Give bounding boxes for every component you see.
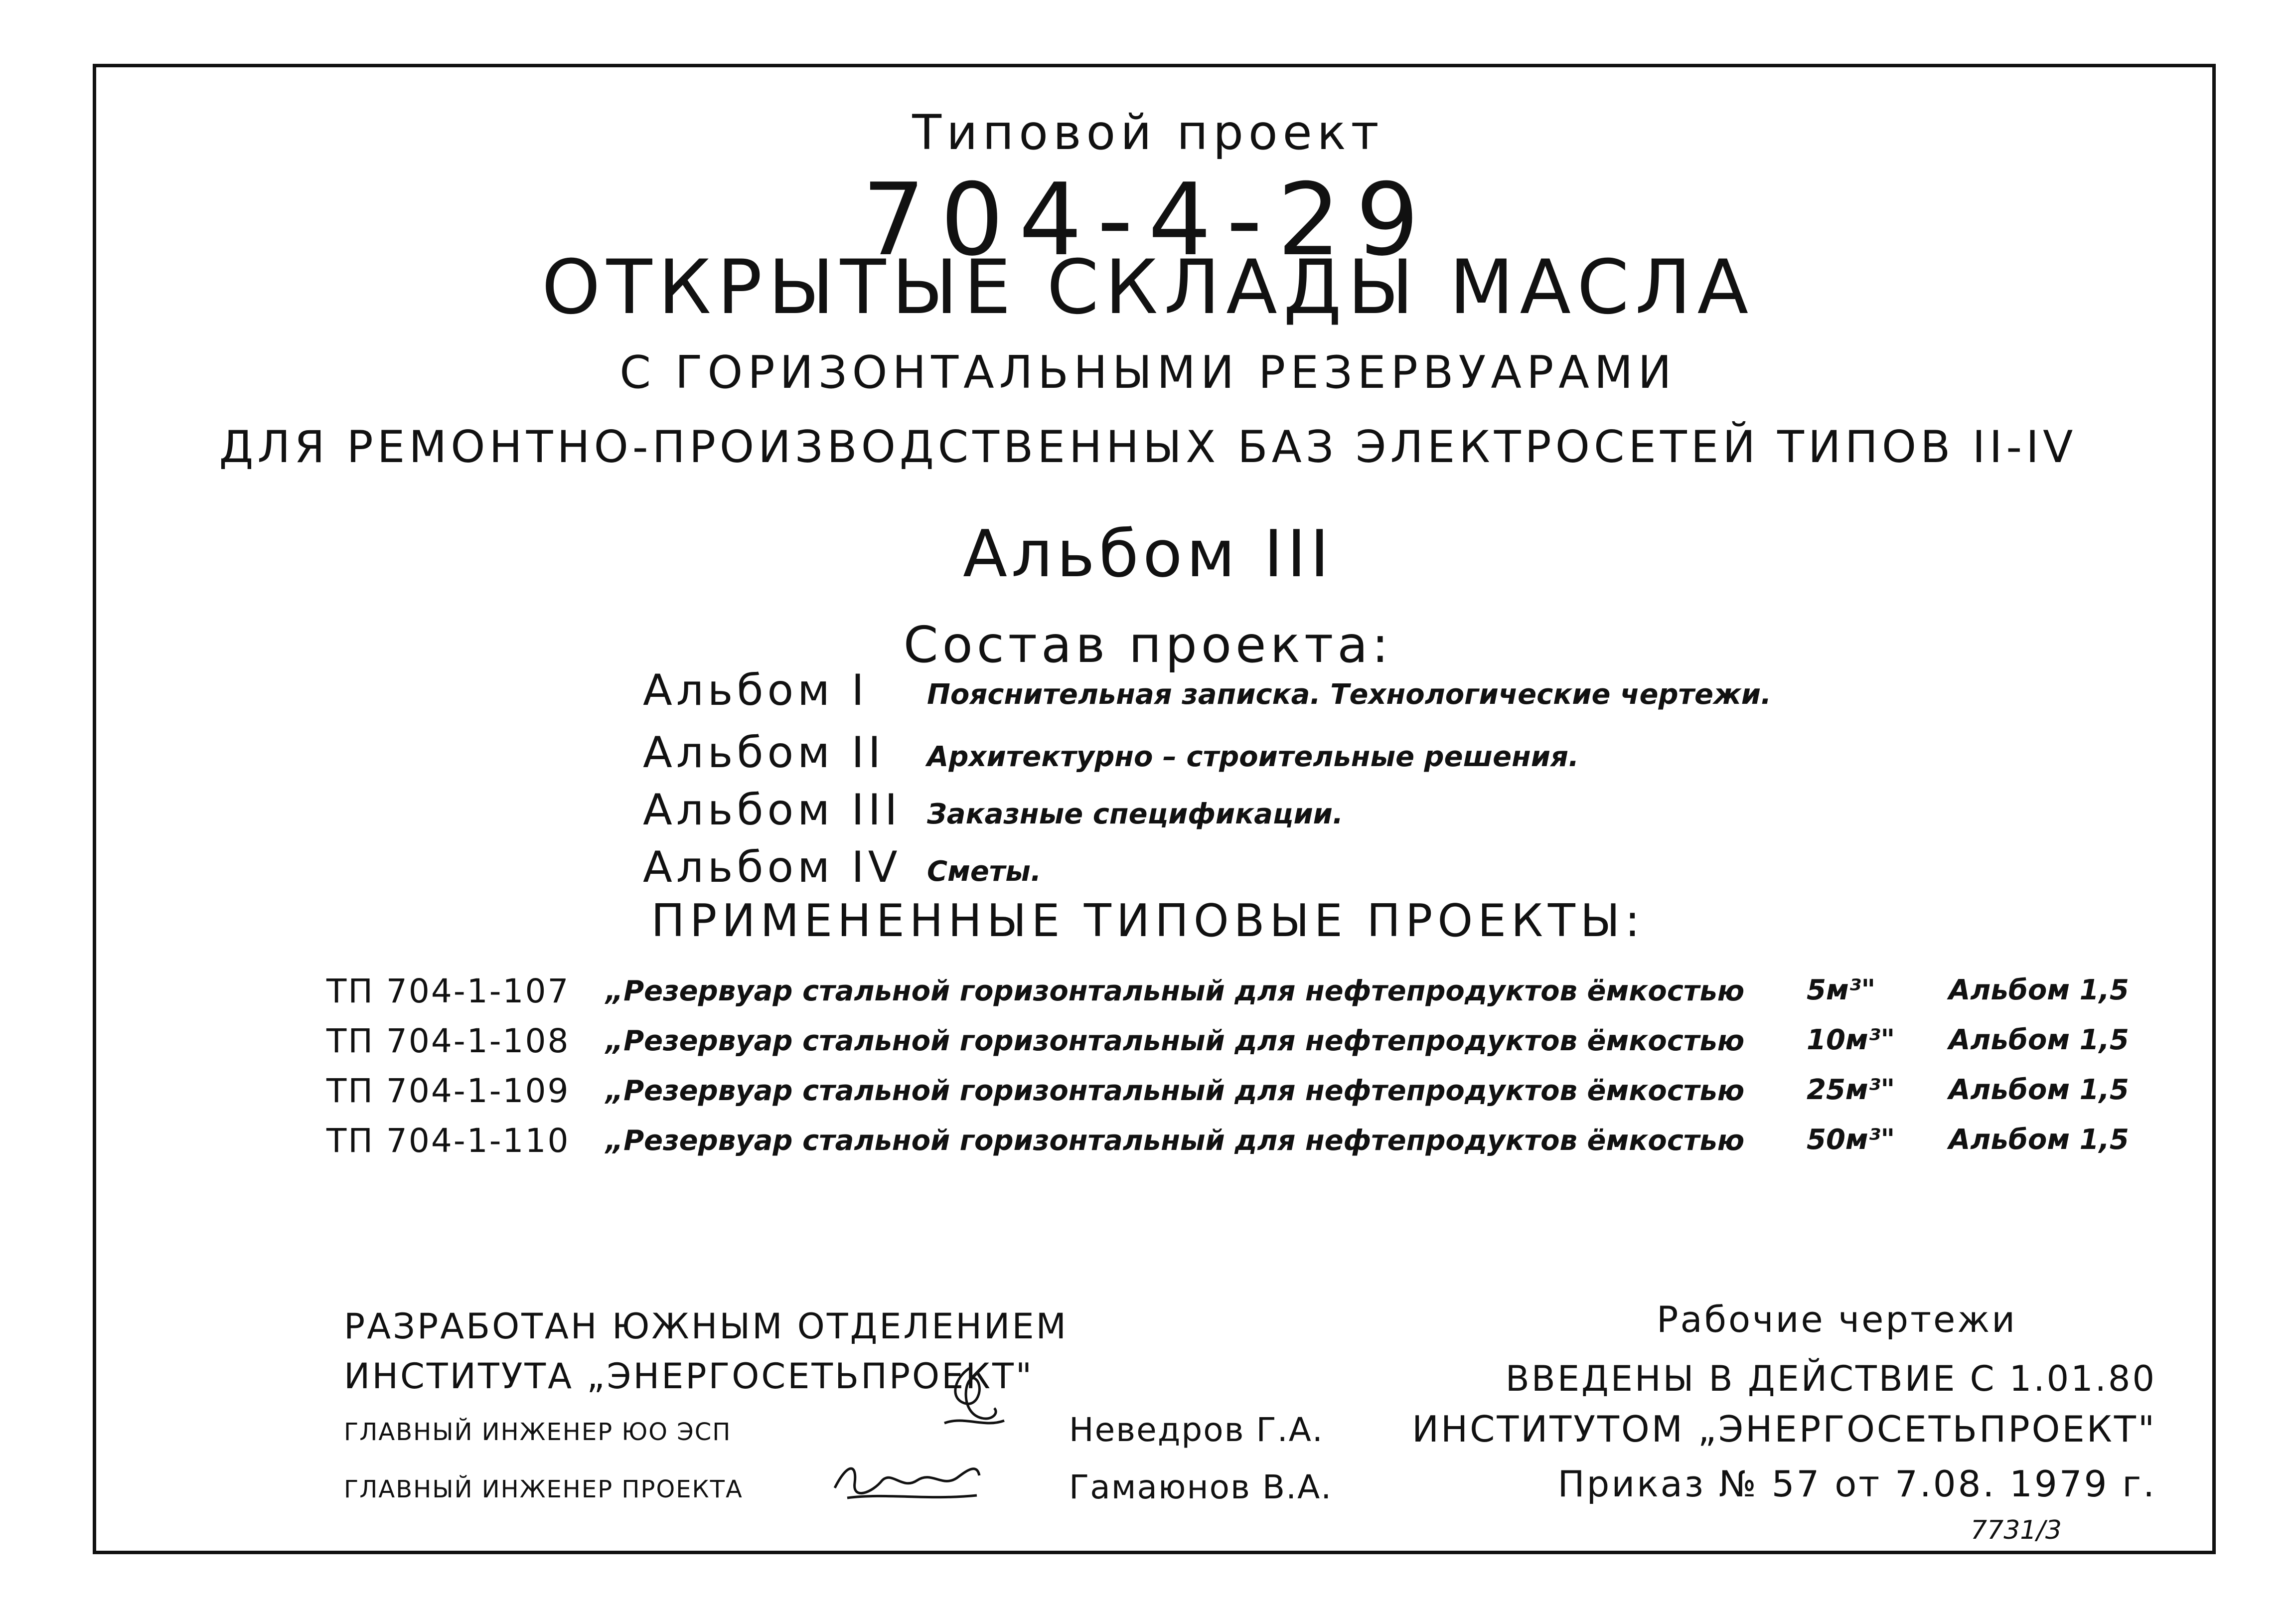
project-code: ТП 704-1-107: [326, 972, 570, 1010]
album-description: Заказные спецификации.: [927, 798, 1344, 830]
project-code: ТП 704-1-109: [326, 1072, 570, 1110]
project-subtitle-2: ДЛЯ РЕМОНТНО-ПРОИЗВОДСТВЕННЫХ БАЗ ЭЛЕКТРОСЕТЕЙ ТИПОВ II-IV: [219, 421, 2077, 473]
project-type: Типовой проект: [912, 105, 1384, 161]
album-name: Альбом IV: [643, 842, 902, 892]
chief-engineer-role: ГЛАВНЫЙ ИНЖЕНЕР ЮО ЭСП: [344, 1418, 732, 1446]
chief-project-engineer-role: ГЛАВНЫЙ ИНЖЕНЕР ПРОЕКТА: [344, 1475, 743, 1503]
developer-line-2: ИНСТИТУТА „ЭНЕРГОСЕТЬПРОЕКТ": [344, 1356, 1034, 1397]
album-description: Архитектурно – строительные решения.: [927, 741, 1579, 773]
project-capacity: 25м³": [1807, 1074, 1895, 1106]
project-album: Альбом 1,5: [1949, 1124, 2129, 1156]
working-drawings-label: Рабочие чертежи: [1657, 1298, 2017, 1340]
project-subtitle-1: С ГОРИЗОНТАЛЬНЫМИ РЕЗЕРВУАРАМИ: [619, 346, 1677, 399]
project-description: „Резервуар стальной горизонтальный для нефтепродуктов ёмкостью: [606, 975, 1745, 1007]
project-album: Альбом 1,5: [1949, 974, 2129, 1006]
sheet-number: 7731/3: [1971, 1515, 2062, 1545]
applied-projects-heading: ПРИМЕНЕННЫЕ ТИПОВЫЕ ПРОЕКТЫ:: [651, 895, 1645, 947]
approval-order: Приказ № 57 от 7.08. 1979 г.: [1557, 1463, 2156, 1505]
album-label: Альбом III: [963, 516, 1333, 592]
project-album: Альбом 1,5: [1949, 1074, 2129, 1106]
album-name: Альбом III: [643, 785, 902, 835]
approval-line-3: ИНСТИТУТОМ „ЭНЕРГОСЕТЬПРОЕКТ": [1412, 1408, 2156, 1450]
album-name: Альбом II: [643, 728, 885, 778]
project-capacity: 50м³": [1807, 1124, 1895, 1156]
album-description: Сметы.: [927, 855, 1042, 888]
album-description: Пояснительная записка. Технологические чертежи.: [927, 678, 1772, 711]
chief-engineer-name: Неведров Г.А.: [1069, 1411, 1324, 1449]
signature-2-icon: [827, 1453, 987, 1508]
composition-heading: Состав проекта:: [903, 616, 1393, 674]
project-number: 704-4-29: [862, 162, 1434, 278]
project-title: ОТКРЫТЫЕ СКЛАДЫ МАСЛА: [541, 244, 1755, 331]
approval-line-2: ВВЕДЕНЫ В ДЕЙСТВИЕ С 1.01.80: [1505, 1358, 2156, 1399]
project-capacity: 10м³": [1807, 1024, 1895, 1056]
project-description: „Резервуар стальной горизонтальный для нефтепродуктов ёмкостью: [606, 1075, 1745, 1107]
chief-project-engineer-name: Гамаюнов В.А.: [1069, 1468, 1333, 1506]
project-album: Альбом 1,5: [1949, 1024, 2129, 1056]
project-code: ТП 704-1-108: [326, 1022, 570, 1060]
project-description: „Резервуар стальной горизонтальный для нефтепродуктов ёмкостью: [606, 1025, 1745, 1057]
signature-1-icon: [934, 1363, 1009, 1433]
project-code: ТП 704-1-110: [326, 1122, 570, 1160]
album-name: Альбом I: [643, 665, 868, 715]
project-description: „Резервуар стальной горизонтальный для нефтепродуктов ёмкостью: [606, 1125, 1745, 1157]
project-capacity: 5м³": [1807, 974, 1876, 1006]
developer-line-1: РАЗРАБОТАН ЮЖНЫМ ОТДЕЛЕНИЕМ: [344, 1306, 1069, 1347]
